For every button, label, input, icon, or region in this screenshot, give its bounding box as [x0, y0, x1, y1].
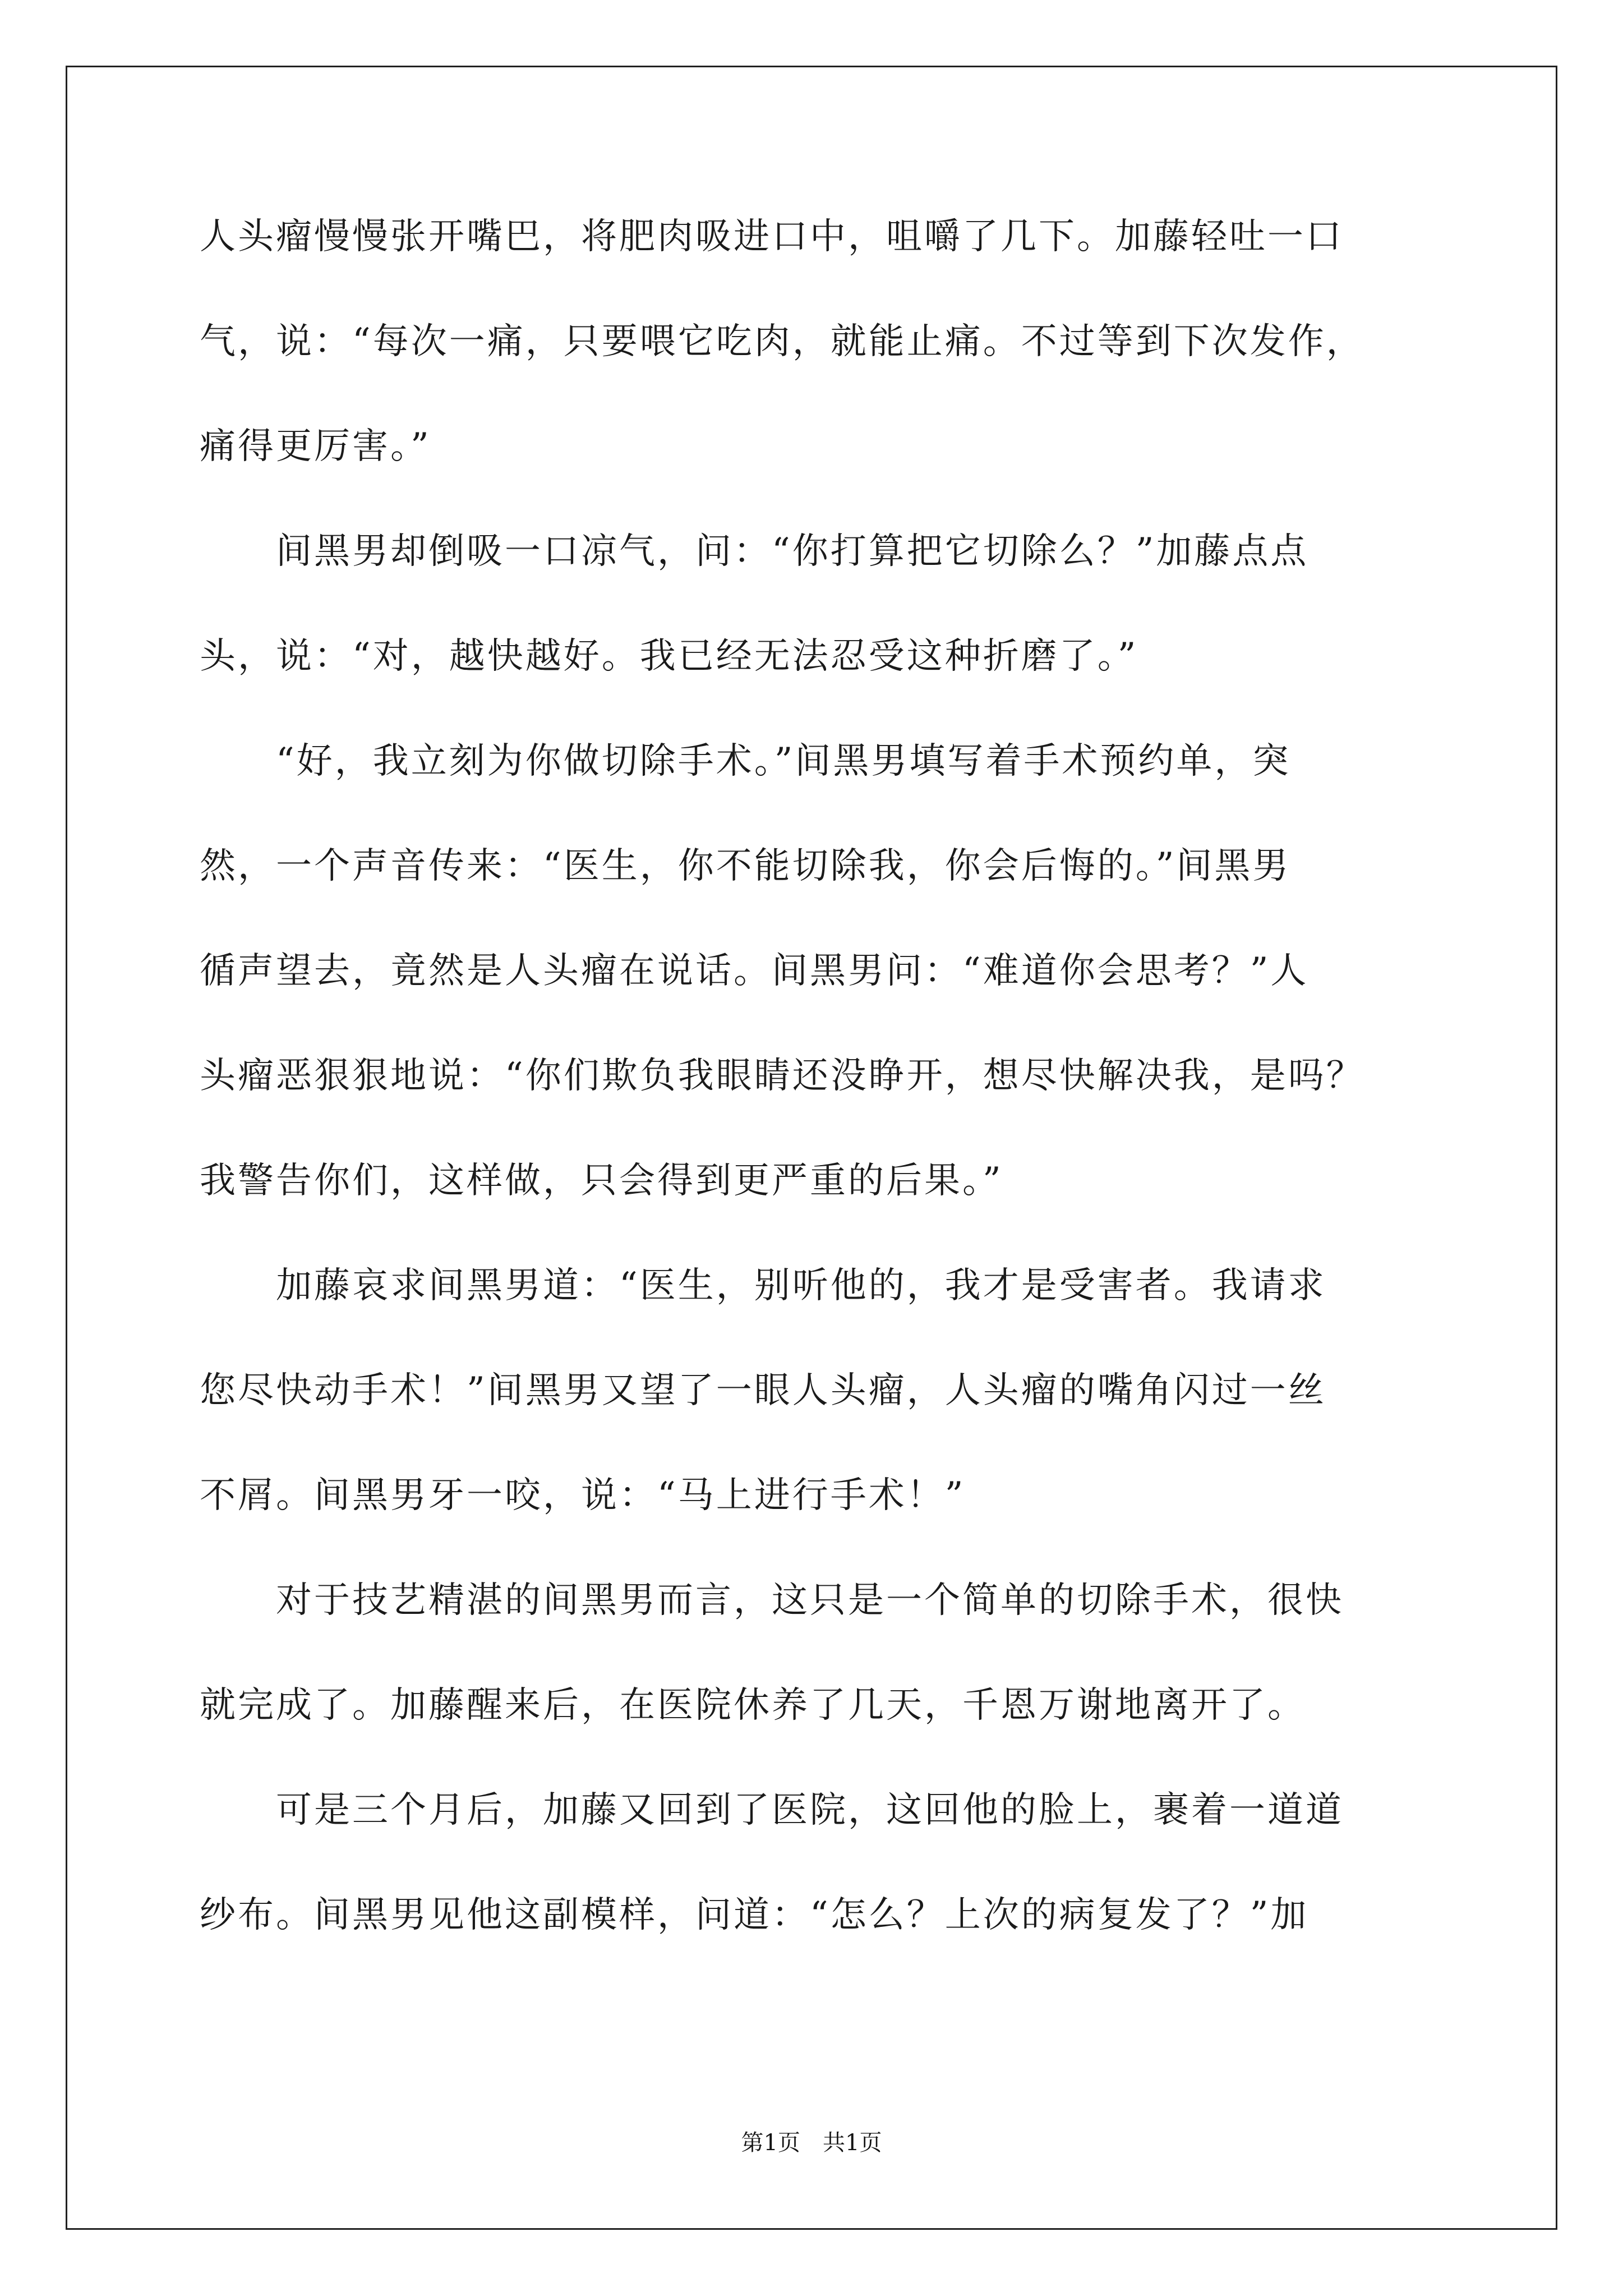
text-line: 可是三个月后，加藤又回到了医院，这回他的脸上，裹着一道道	[200, 1789, 1344, 1831]
text-line: 间黑男却倒吸一口凉气，问：“你打算把它切除么？”加藤点点	[200, 531, 1309, 572]
text-line: 您尽快动手术！”间黑男又望了一眼人头瘤，人头瘤的嘴角闪过一丝	[200, 1370, 1326, 1411]
text-line: 然，一个声音传来：“医生，你不能切除我，你会后悔的。”间黑男	[200, 845, 1291, 887]
text-line: 纱布。间黑男见他这副模样，问道：“怎么？上次的病复发了？”加	[200, 1894, 1309, 1936]
text-line: 头，说：“对，越快越好。我已经无法忍受这种折磨了。”	[200, 636, 1138, 677]
text-line: 对于技艺精湛的间黑男而言，这只是一个简单的切除手术，很快	[200, 1580, 1344, 1621]
text-line: 加藤哀求间黑男道：“医生，别听他的，我才是受害者。我请求	[200, 1265, 1326, 1306]
text-line: “好，我立刻为你做切除手术。”间黑男填写着手术预约单，突	[200, 740, 1291, 782]
page-number-footer: 第1页 共1页	[741, 2130, 882, 2156]
text-line: 头瘤恶狠狠地说：“你们欺负我眼睛还没睁开，想尽快解决我，是吗？	[200, 1055, 1364, 1097]
text-line: 气，说：“每次一痛，只要喂它吃肉，就能止痛。不过等到下次发作，	[200, 321, 1364, 362]
text-line: 我警告你们，这样做，只会得到更严重的后果。”	[200, 1160, 1003, 1202]
text-line: 就完成了。加藤醒来后，在医院休养了几天，千恩万谢地离开了。	[200, 1685, 1306, 1726]
document-body	[200, 216, 1428, 2002]
text-line: 人头瘤慢慢张开嘴巴，将肥肉吸进口中，咀嚼了几下。加藤轻吐一口	[200, 216, 1344, 257]
text-line: 不屑。间黑男牙一咬，说：“马上进行手术！”	[200, 1475, 966, 1516]
text-line: 循声望去，竟然是人头瘤在说话。间黑男问：“难道你会思考？”人	[200, 950, 1309, 992]
text-line: 痛得更厉害。”	[200, 426, 431, 467]
